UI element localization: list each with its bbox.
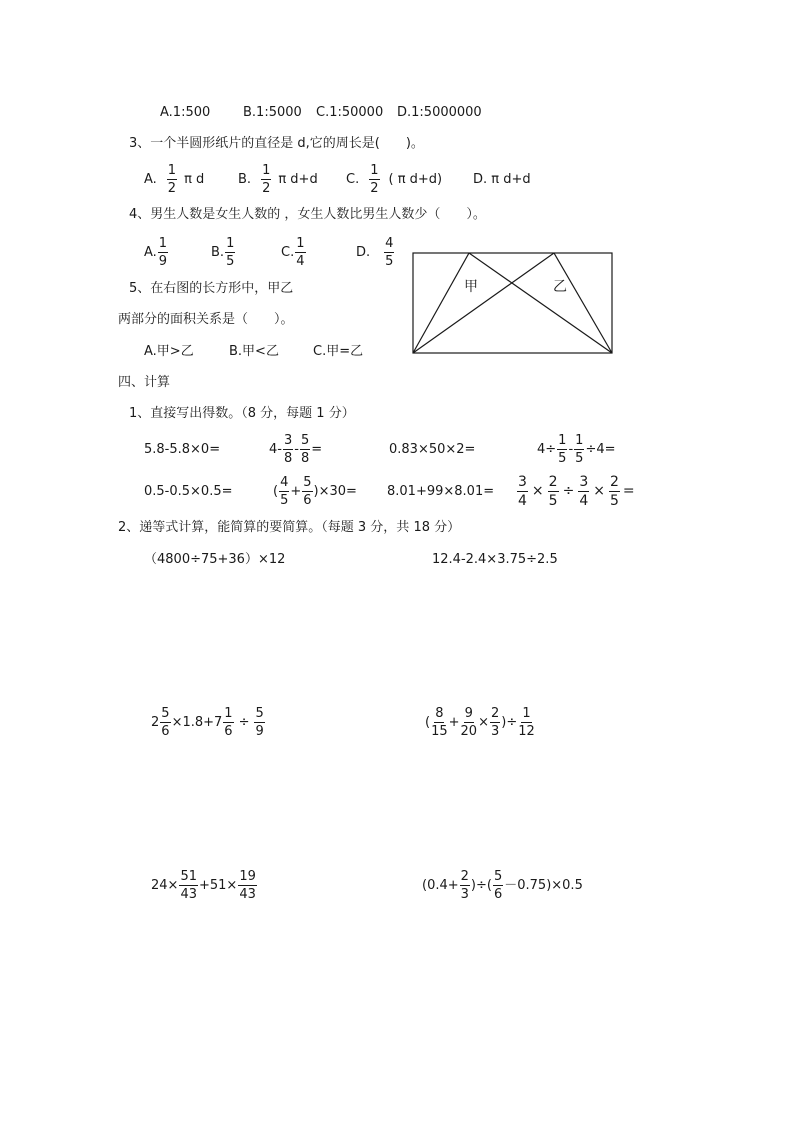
fraction [167,164,177,195]
figure-label-jia: 甲 [464,279,478,295]
fraction [179,870,198,901]
expression-2 [269,431,322,467]
denominator: 4 [518,492,527,509]
q3-option-a [144,161,204,197]
denominator: 6 [493,886,503,902]
fraction [261,164,271,195]
operator: × [531,483,544,499]
option-text: π d [184,171,205,187]
denominator: 5 [226,253,235,269]
fraction [158,237,168,268]
fraction [279,476,289,507]
denominator: 6 [303,492,312,508]
expression-8 [516,473,635,509]
q5-option-b: B.甲<乙 [229,344,279,359]
numerator: 3 [579,473,589,490]
numerator: 3 [518,473,527,490]
q3-option-b [238,161,318,197]
option-label: A. [144,244,157,260]
expr-text: ×1.8+7 [171,714,223,730]
expr-text: )×30= [313,483,357,499]
operator: ÷ [562,483,575,499]
denominator: 8 [283,450,293,466]
denominator: 5 [609,492,619,509]
q2-option-d: D.1:5000000 [397,105,482,120]
numerator: 5 [493,868,503,884]
option-label: C. [281,244,295,260]
option-label: C. [346,171,360,187]
numerator: 1 [226,235,235,251]
fraction [254,707,264,738]
problem-3 [151,703,266,741]
denominator: 3 [490,723,500,739]
denominator: 4 [579,492,589,509]
numerator: 4 [280,474,289,490]
figure-line [413,253,554,353]
fraction [369,164,379,195]
q3-option-d: D. π d+d [473,172,531,187]
fraction [302,476,312,507]
denominator: 5 [558,450,567,466]
fraction [461,707,478,738]
numerator: 3 [283,432,293,448]
q3-option-c [346,161,442,197]
expr-text: ( [273,483,279,499]
denominator: 4 [296,253,305,269]
denominator: 5 [548,492,558,509]
expr-text: )÷( [470,877,492,893]
option-text: π d+d [278,171,318,187]
fraction [518,707,535,738]
numerator: 8 [435,705,444,721]
denominator: 6 [224,723,233,739]
fraction [295,237,305,268]
q2-option-b: B.1:5000 [243,105,302,120]
expr-text: ÷4= [585,441,616,457]
denominator: 9 [255,723,264,739]
q2-option-c: C.1:50000 [316,105,384,120]
denominator: 12 [518,723,535,739]
numerator: 4 [385,235,394,251]
numerator: 1 [224,705,233,721]
option-text: ( π d+d) [388,171,443,187]
operator: - [568,441,574,457]
whole-number: 2 [151,714,160,730]
operator: × [593,483,605,499]
denominator: 2 [262,180,271,196]
denominator: 2 [370,180,379,196]
option-label: B. [211,244,225,260]
numerator: 1 [158,235,168,251]
numerator: 1 [167,162,177,178]
option-label: D. [356,244,371,260]
expr-text: +51× [198,877,238,893]
fraction [517,475,528,508]
expression-1: 5.8-5.8×0= [144,442,221,457]
part-2-title: 2、递等式计算，能简算的要简算。（每题 3 分，共 18 分） [118,520,461,535]
numerator: 9 [464,705,473,721]
fraction [223,707,233,738]
numerator: 5 [161,705,170,721]
operator: + [448,714,460,730]
denominator: 5 [575,450,584,466]
expr-text: )÷ [501,714,518,730]
q4-option-b [211,234,236,270]
expr-text: (0.4+ [422,877,459,893]
numerator: 1 [370,162,379,178]
fraction [548,475,559,508]
numerator: 1 [558,432,567,448]
q4-option-d [356,234,395,270]
denominator: 5 [280,492,289,508]
question-4-stem: 4、男生人数是女生人数的 ，女生人数比男生人数少（ ）。 [129,207,486,222]
expression-5: 0.5-0.5×0.5= [144,484,233,499]
fraction [300,434,310,465]
numerator: 2 [548,473,558,490]
expr-text: －0.75)×0.5 [504,877,583,893]
figure-line [554,253,612,353]
figure-line [413,253,469,353]
fraction [574,434,584,465]
fraction [490,707,500,738]
option-label: A. [144,171,157,187]
expr-text: 4- [269,441,282,457]
problem-1: （4800÷75+36）×12 [144,552,286,567]
expression-4 [537,431,616,467]
problem-5 [151,866,258,904]
numerator: 1 [262,162,271,178]
expression-3: 0.83×50×2= [389,442,476,457]
operator: + [290,483,302,499]
expr-text: 4÷ [537,441,557,457]
fraction [283,434,293,465]
problem-4 [425,703,536,741]
numerator: 5 [300,432,310,448]
denominator: 3 [460,886,469,902]
denominator: 6 [161,723,170,739]
fraction [431,707,448,738]
numerator: 5 [303,474,312,490]
numerator: 2 [460,868,469,884]
fraction [609,475,620,508]
problem-6 [422,866,583,904]
figure-line [469,253,612,353]
q5-option-a: A.甲>乙 [144,344,194,359]
question-5-stem-line-2: 两部分的面积关系是（ ）。 [118,312,294,327]
numerator: 1 [296,235,305,251]
expr-text: ( [425,714,431,730]
problem-2: 12.4-2.4×3.75÷2.5 [432,552,558,567]
question-5-stem-line-1: 5、在右图的长方形中，甲乙 [129,281,294,296]
fraction [238,870,257,901]
expr-text: = [622,483,635,499]
q4-option-c [281,234,307,270]
denominator: 8 [300,450,310,466]
numerator: 1 [575,432,584,448]
q5-option-c: C.甲=乙 [313,344,364,359]
fraction [557,434,567,465]
operator: × [478,714,489,730]
fraction [493,870,503,901]
expr-text: = [311,441,323,457]
section-4-title: 四、计算 [118,375,171,390]
question-3-stem: 3、一个半圆形纸片的直径是 d,它的周长是( )。 [129,136,424,151]
denominator: 43 [180,886,197,902]
operator: ÷ [238,714,250,730]
q4-option-a [144,234,169,270]
numerator: 51 [180,868,197,884]
expression-7: 8.01+99×8.01= [387,484,495,499]
denominator: 15 [431,723,448,739]
option-label: B. [238,171,252,187]
denominator: 43 [239,886,256,902]
denominator: 20 [460,723,478,739]
q2-option-a: A.1:500 [160,105,211,120]
fraction [225,237,235,268]
figure-label-yi: 乙 [553,279,567,295]
fraction [160,707,170,738]
numerator: 19 [239,868,256,884]
numerator: 2 [609,473,619,490]
fraction [460,870,470,901]
denominator: 5 [385,253,394,269]
rectangle-figure [408,248,618,358]
numerator: 5 [255,705,264,721]
expression-6 [273,473,357,509]
denominator: 9 [158,253,168,269]
figure-rectangle [413,253,612,353]
expr-text: 24× [151,877,179,893]
denominator: 2 [167,180,177,196]
fraction [578,475,589,508]
fraction [384,237,394,268]
operator: - [294,441,299,457]
numerator: 2 [490,705,500,721]
part-1-title: 1、直接写出得数。（8 分，每题 1 分） [129,406,355,421]
numerator: 1 [522,705,531,721]
